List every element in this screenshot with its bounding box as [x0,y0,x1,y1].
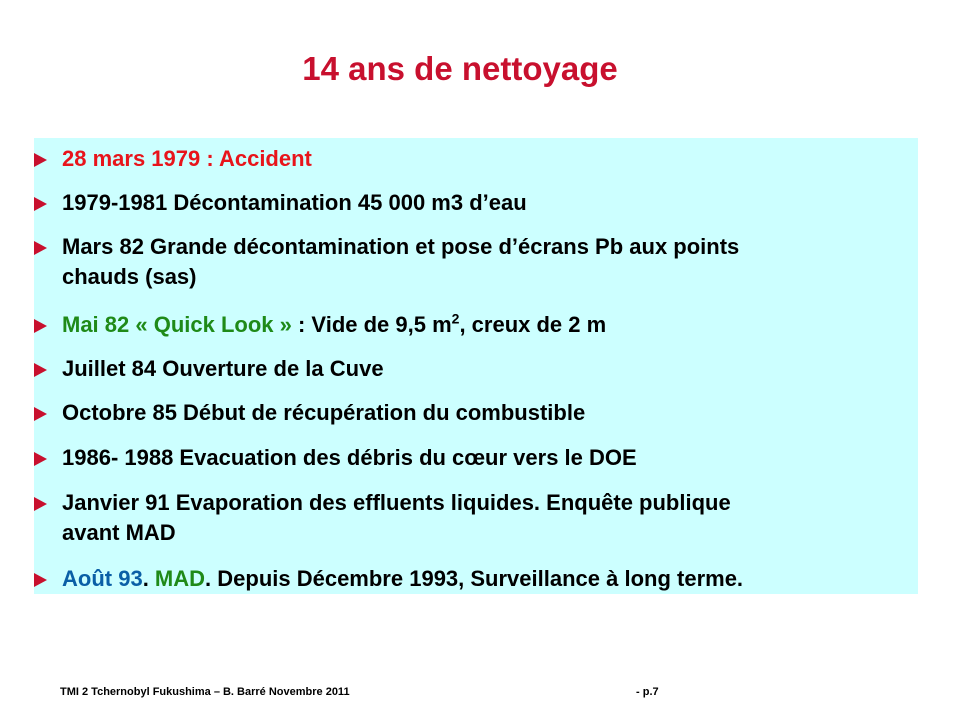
separator: . [142,566,155,591]
item-line-1: Mars 82 Grande décontamination et pose d’écrans Pb aux points [62,234,740,259]
slide-title: 14 ans de nettoyage [302,50,618,87]
item-text: 28 mars 1979 : Accident [62,146,312,171]
triangle-bullet-icon [34,407,47,421]
page-number: - p.7 [636,686,659,698]
item-text [62,564,912,594]
content-box [34,138,918,594]
footer-left: TMI 2 Tchernobyl Fukushima – B. Barré Novembre 2011 [60,686,350,698]
item-rest-2: , creux de 2 m [459,312,607,337]
triangle-bullet-icon [34,241,47,255]
item-rest: : Vide de 9,5 m [291,312,452,337]
item-line-1: Janvier 91 Evaporation des effluents liquides. Enquête publique [62,490,731,515]
item-text: Octobre 85 Début de récupération du combustible [62,400,586,425]
triangle-bullet-icon [34,573,47,587]
item-line-2: avant MAD [62,520,176,545]
date-highlight: Août 93 [62,566,143,591]
item-text: 1979-1981 Décontamination 45 000 m3 d’eau [62,190,527,215]
superscript: 2 [451,310,460,327]
mad-highlight: MAD [154,566,206,591]
quick-look-highlight: Mai 82 « Quick Look » [62,312,292,337]
triangle-bullet-icon [34,197,47,211]
triangle-bullet-icon [34,153,47,167]
item-text: Juillet 84 Ouverture de la Cuve [62,356,384,381]
item-text [62,310,912,340]
item-rest: . Depuis Décembre 1993, Surveillance à long terme. [205,566,744,591]
item-text [62,488,912,548]
triangle-bullet-icon [34,452,47,466]
item-text: 1986- 1988 Evacuation des débris du cœur vers le DOE [62,445,637,470]
triangle-bullet-icon [34,363,47,377]
triangle-bullet-icon [34,497,47,511]
item-text [62,232,912,292]
triangle-bullet-icon [34,319,47,333]
item-line-2: chauds (sas) [62,264,197,289]
